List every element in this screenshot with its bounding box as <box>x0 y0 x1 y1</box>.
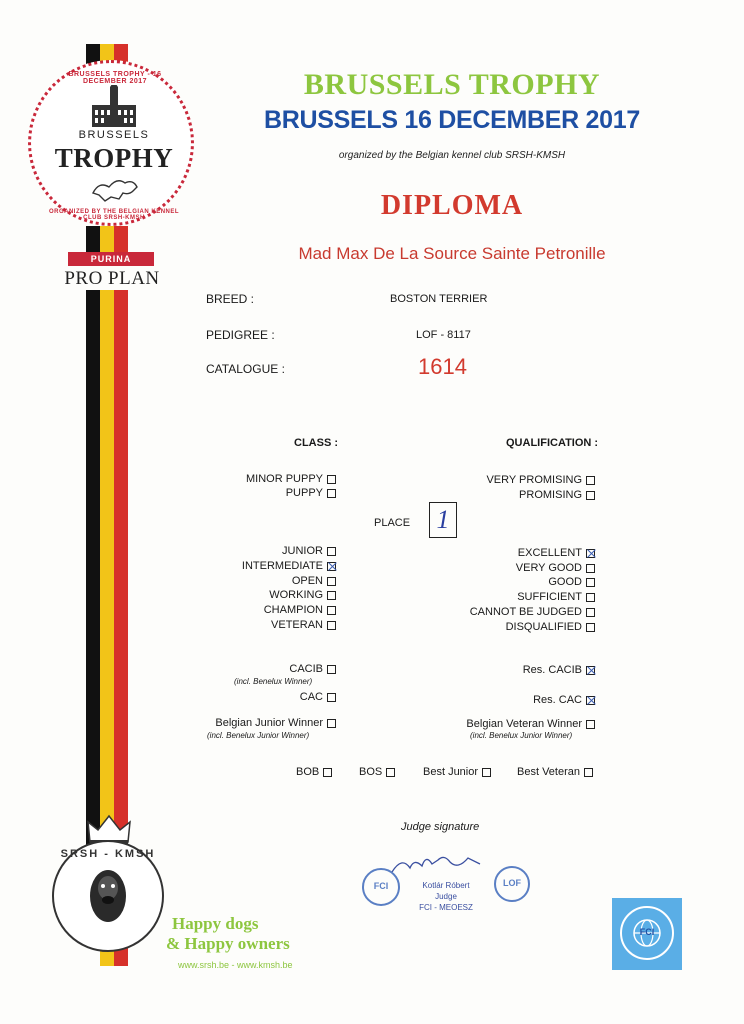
award-best-veteran[interactable]: Best Veteran <box>517 766 593 778</box>
brussels-trophy-badge <box>28 60 194 226</box>
checkbox[interactable] <box>386 768 395 777</box>
qual-very-good[interactable]: VERY GOOD <box>516 562 595 574</box>
website-links[interactable]: www.srsh.be - www.kmsh.be <box>178 960 293 970</box>
award-bos[interactable]: BOS <box>359 766 395 778</box>
checkbox[interactable] <box>327 693 336 702</box>
page-title: BRUSSELS TROPHY <box>303 68 601 101</box>
checkbox[interactable] <box>327 665 336 674</box>
judge-signature-label: Judge signature <box>401 821 480 833</box>
place-label: PLACE <box>374 517 411 529</box>
dog-outline-icon <box>89 173 141 203</box>
srsh-kmsh-emblem: SRSH - KMSH <box>52 840 164 952</box>
signature-icon <box>388 850 488 882</box>
checkbox[interactable] <box>327 591 336 600</box>
checkbox[interactable] <box>327 547 336 556</box>
bjw-note: (incl. Benelux Junior Winner) <box>207 731 310 740</box>
purina-logo: PURINA <box>68 252 154 266</box>
checkbox[interactable] <box>586 578 595 587</box>
judge-org: FCI - MEOESZ <box>419 903 473 912</box>
flag-stripe-black-mid <box>86 226 100 252</box>
class-puppy[interactable]: PUPPY <box>286 487 336 499</box>
catalogue-label: CATALOGUE : <box>206 362 285 376</box>
judge-name: Kotlár Róbert <box>422 881 470 890</box>
class-minor-puppy[interactable]: MINOR PUPPY <box>246 473 336 485</box>
checkbox[interactable] <box>327 475 336 484</box>
class-working[interactable]: WORKING <box>269 589 336 601</box>
checkbox[interactable] <box>586 608 595 617</box>
checkbox[interactable] <box>586 720 595 729</box>
checkbox[interactable] <box>327 621 336 630</box>
checkbox[interactable] <box>327 489 336 498</box>
catalogue-value: 1614 <box>418 354 467 379</box>
checkbox[interactable] <box>327 577 336 586</box>
checkbox-checked[interactable] <box>586 549 595 558</box>
town-hall-icon <box>84 85 144 129</box>
flag-stripe-red-mid <box>114 226 128 252</box>
qual-cannot-be-judged[interactable]: CANNOT BE JUDGED <box>470 606 595 618</box>
qual-promising[interactable]: PROMISING <box>519 489 595 501</box>
bvw-note: (incl. Benelux Junior Winner) <box>470 731 573 740</box>
badge-ring-top-text: BRUSSELS TROPHY - 16 DECEMBER 2017 <box>68 71 162 85</box>
class-junior[interactable]: JUNIOR <box>282 545 336 557</box>
class-open[interactable]: OPEN <box>292 575 336 587</box>
dog-name: Mad Max De La Source Sainte Petronille <box>298 244 606 263</box>
flag-stripe-yellow-mid <box>100 226 114 252</box>
award-res-cac[interactable]: Res. CAC <box>533 694 595 706</box>
award-belgian-junior-winner[interactable]: Belgian Junior Winner <box>215 717 336 729</box>
diploma-heading: DIPLOMA <box>380 190 524 221</box>
flag-stripe-black <box>86 290 100 890</box>
qual-excellent[interactable]: EXCELLENT <box>518 547 595 559</box>
checkbox[interactable] <box>586 593 595 602</box>
checkbox-checked[interactable] <box>586 696 595 705</box>
slogan-line-1: Happy dogs <box>172 914 259 933</box>
qualification-heading: QUALIFICATION : <box>506 437 599 449</box>
checkbox[interactable] <box>327 606 336 615</box>
organizer-line: organized by the Belgian kennel club SRSH-KMSH <box>338 150 566 161</box>
award-cacib[interactable]: CACIB <box>289 663 336 675</box>
slogan-line-2: & Happy owners <box>166 934 290 953</box>
badge-brussels-text: BRUSSELS <box>78 129 150 141</box>
cacib-note: (incl. Benelux Winner) <box>234 677 313 686</box>
checkbox[interactable] <box>584 768 593 777</box>
breed-value: BOSTON TERRIER <box>390 293 488 305</box>
award-res-cacib[interactable]: Res. CACIB <box>523 664 595 676</box>
event-subtitle: BRUSSELS 16 DECEMBER 2017 <box>264 106 640 134</box>
fci-stamp-icon: FCI <box>362 868 400 906</box>
proplan-logo: PRO PLAN <box>64 268 160 289</box>
breed-label: BREED : <box>206 292 255 306</box>
award-best-junior[interactable]: Best Junior <box>423 766 491 778</box>
class-champion[interactable]: CHAMPION <box>264 604 336 616</box>
qual-very-promising[interactable]: VERY PROMISING <box>486 474 595 486</box>
checkbox[interactable] <box>327 719 336 728</box>
checkbox[interactable] <box>586 564 595 573</box>
class-heading: CLASS : <box>294 437 338 449</box>
place-value: 1 <box>429 502 457 538</box>
qual-sufficient[interactable]: SUFFICIENT <box>517 591 595 603</box>
badge-trophy-text: TROPHY <box>54 143 174 173</box>
checkbox[interactable] <box>482 768 491 777</box>
pedigree-label: PEDIGREE : <box>206 328 275 342</box>
judge-stamp-text <box>404 880 488 913</box>
qual-disqualified[interactable]: DISQUALIFIED <box>506 621 595 633</box>
checkbox-checked[interactable] <box>327 562 336 571</box>
judge-role: Judge <box>435 892 457 901</box>
award-bob[interactable]: BOB <box>296 766 332 778</box>
class-intermediate[interactable]: INTERMEDIATE <box>242 560 336 572</box>
badge-ring-bottom-text: ORGANIZED BY THE BELGIAN KENNEL CLUB SRSH-KMSH <box>48 209 180 221</box>
award-cac[interactable]: CAC <box>300 691 336 703</box>
checkbox[interactable] <box>586 623 595 632</box>
checkbox[interactable] <box>586 476 595 485</box>
lof-stamp-icon: LOF <box>494 866 530 902</box>
pedigree-value: LOF - 8117 <box>416 329 471 341</box>
checkbox-checked[interactable] <box>586 666 595 675</box>
award-belgian-veteran-winner[interactable]: Belgian Veteran Winner <box>466 718 595 730</box>
hound-icon <box>82 866 134 936</box>
checkbox[interactable] <box>586 491 595 500</box>
class-veteran[interactable]: VETERAN <box>271 619 336 631</box>
checkbox[interactable] <box>323 768 332 777</box>
qual-good[interactable]: GOOD <box>548 576 595 588</box>
fci-logo: FCI <box>612 898 682 970</box>
